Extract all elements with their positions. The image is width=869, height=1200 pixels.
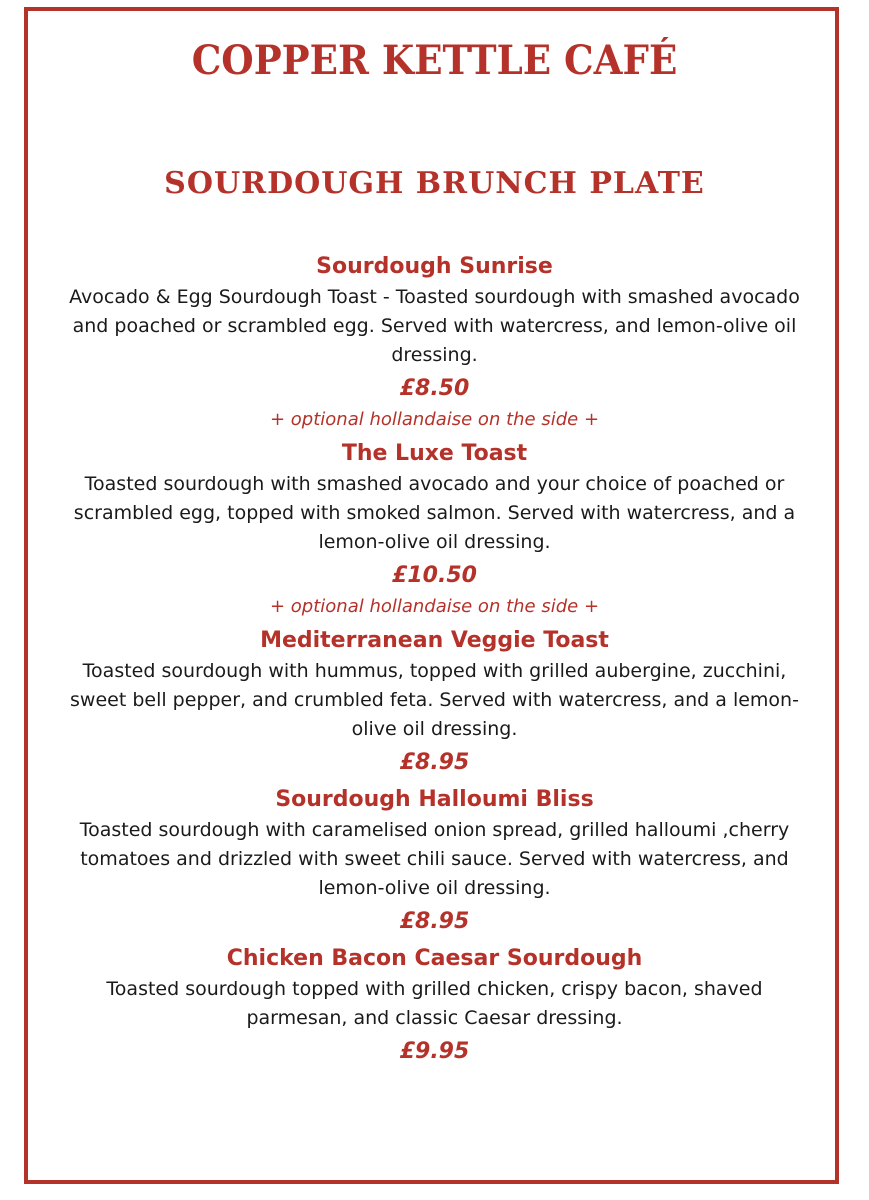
- cafe-name-heading: COPPER KETTLE CAFÉ: [191, 37, 678, 84]
- menu-item-description: Toasted sourdough with hummus, topped with grilled aubergine, zucchini, sweet bell pepper, and crumbled feta. Served with watercress, and a lemon-olive oil dressing.: [70, 660, 799, 740]
- menu-item-price: £10.50: [392, 563, 477, 588]
- menu-item-note: + optional hollandaise on the side +: [269, 409, 600, 430]
- menu-item-price: £8.50: [399, 376, 470, 401]
- menu-item-luxe-toast: [60, 438, 809, 621]
- menu-item-price: £8.95: [399, 909, 470, 934]
- menu-item-name: Mediterranean Veggie Toast: [260, 628, 609, 653]
- menu-item-description: Toasted sourdough with caramelised onion spread, grilled halloumi ,cherry tomatoes and drizzled with sweet chili sauce. Served with watercress, and lemon-olive oil dressing.: [79, 819, 790, 899]
- menu-item-name: Chicken Bacon Caesar Sourdough: [226, 946, 643, 971]
- menu-item-note: + optional hollandaise on the side +: [269, 596, 600, 617]
- menu-item-name: Sourdough Halloumi Bliss: [275, 787, 594, 812]
- menu-item-price: £9.95: [399, 1039, 470, 1064]
- menu-item-description: Toasted sourdough topped with grilled chicken, crispy bacon, shaved parmesan, and classic Caesar dressing.: [106, 978, 763, 1029]
- menu-item-mediterranean-veggie-toast: [60, 625, 809, 780]
- menu-item-price: £8.95: [399, 750, 470, 775]
- menu-item-sourdough-sunrise: [60, 251, 809, 434]
- section-title: SOURDOUGH BRUNCH PLATE: [164, 166, 705, 201]
- menu-item-name: Sourdough Sunrise: [316, 254, 553, 279]
- menu-item-chicken-bacon-caesar: [60, 943, 809, 1069]
- menu-item-name: The Luxe Toast: [341, 441, 528, 466]
- menu-item-description: Toasted sourdough with smashed avocado and your choice of poached or scrambled egg, topped with smoked salmon. Served with watercress, and a lemon-olive oil dressing.: [73, 473, 796, 553]
- menu-items-list: [60, 251, 809, 1073]
- menu-item-description: Avocado & Egg Sourdough Toast - Toasted sourdough with smashed avocado and poached or scrambled egg. Served with watercress, and lemon-olive oil dressing.: [69, 286, 800, 366]
- menu-item-halloumi-bliss: [60, 784, 809, 939]
